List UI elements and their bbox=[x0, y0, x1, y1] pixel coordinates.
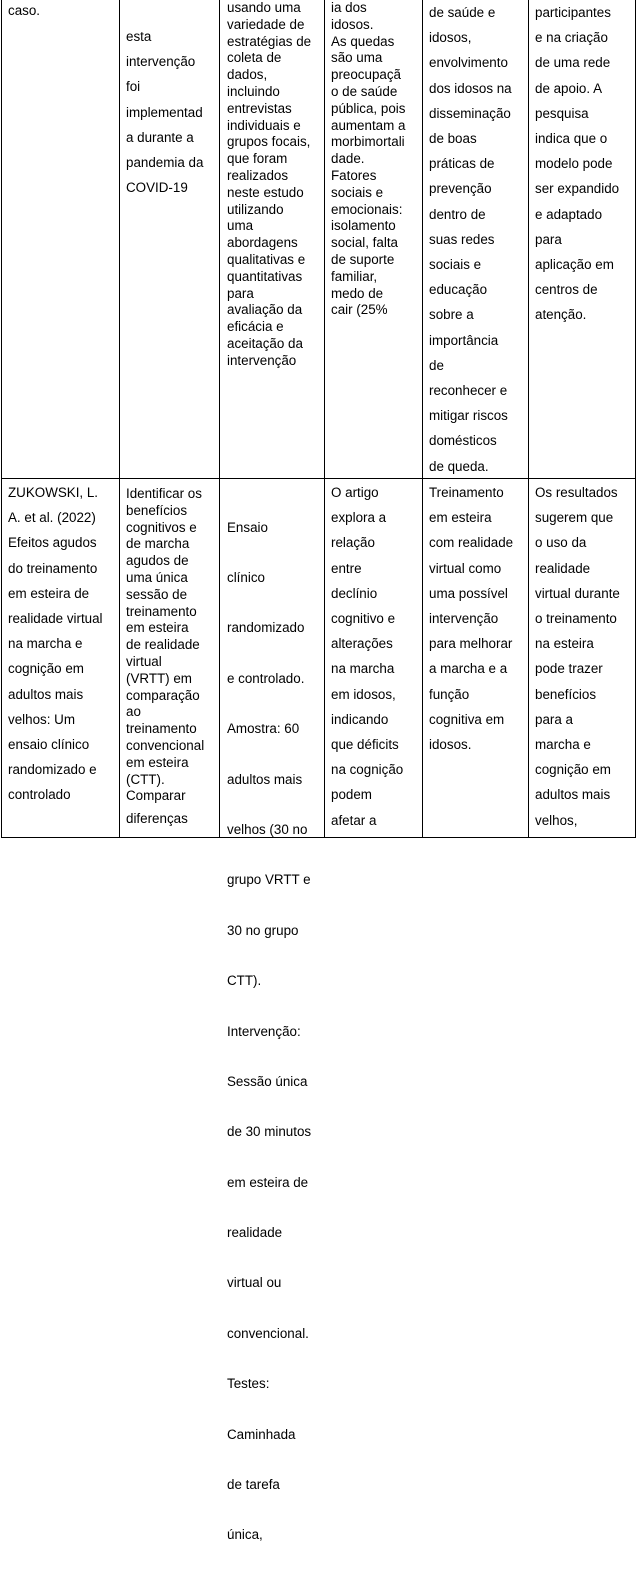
row1-col5-cell bbox=[429, 0, 521, 479]
row1-col3-line: incluindo bbox=[227, 83, 280, 99]
row1-col5-line: de saúde e bbox=[429, 5, 496, 20]
row2-col3-line: realidade bbox=[227, 1225, 283, 1241]
row2-col1-line: na marcha e bbox=[8, 636, 83, 652]
row2-col3-line: Intervenção: bbox=[227, 1023, 301, 1039]
row2-col6-line: velhos, bbox=[535, 812, 578, 828]
row1-col6-line: participantes bbox=[535, 5, 611, 20]
row2-col3-cell bbox=[227, 486, 323, 1578]
row1-col6-cell bbox=[535, 0, 630, 328]
row2-col2-line: benefícios bbox=[126, 502, 188, 518]
row1-col3-line: qualitativas e bbox=[227, 251, 306, 267]
row1-col3-line: abordagens bbox=[227, 235, 298, 251]
row1-col2-line: intervenção bbox=[126, 54, 196, 70]
row1-col3-line: realizados bbox=[227, 167, 289, 183]
column-divider bbox=[324, 0, 325, 838]
column-divider bbox=[119, 0, 120, 838]
row1-col2-line: pandemia da bbox=[126, 155, 204, 171]
row1-col5-line: dentro de bbox=[429, 206, 486, 222]
row2-col5-line: a marcha e a bbox=[429, 661, 508, 677]
row1-col4-line: dade. bbox=[331, 151, 365, 167]
row1-col2-line: foi bbox=[126, 79, 141, 95]
row2-col1-line: adultos mais bbox=[8, 686, 84, 702]
row2-col6-line: adultos mais bbox=[535, 787, 611, 803]
row2-col3-line: única, bbox=[227, 1527, 263, 1543]
row2-col5-line: uma possível bbox=[429, 585, 508, 601]
row2-col4-word: O artigo bbox=[331, 485, 379, 500]
row1-col4-line: preocupaçã bbox=[331, 67, 401, 83]
row2-col3-line: adultos mais bbox=[227, 771, 303, 787]
row2-col6-line: realidade bbox=[535, 560, 591, 576]
row1-col3-line: dados, bbox=[227, 67, 268, 83]
row1-col6-line: e na criação bbox=[535, 30, 608, 46]
row1-col6-line: aplicação em bbox=[535, 257, 614, 273]
row1-col5-line: suas redes bbox=[429, 231, 495, 247]
row2-col3-line: Caminhada bbox=[227, 1426, 296, 1442]
row2-col3-line: e controlado. bbox=[227, 670, 305, 686]
row1-col6-line: modelo pode bbox=[535, 156, 613, 172]
row2-col2-line: virtual bbox=[126, 653, 162, 669]
row1-col2-line: a durante a bbox=[126, 129, 194, 145]
row2-col4-line: alterações bbox=[331, 636, 393, 652]
row2-col2-cell bbox=[126, 486, 218, 828]
row1-col4-line: cair (25% bbox=[331, 302, 388, 318]
row2-col6-line: virtual durante bbox=[535, 585, 620, 601]
column-divider bbox=[422, 0, 423, 838]
row2-col4-line: na cognição bbox=[331, 762, 404, 778]
row1-col4-cell bbox=[331, 0, 421, 319]
row2-col5-line: função bbox=[429, 686, 470, 702]
row2-col2-line: de marcha bbox=[126, 536, 190, 552]
row2-col2-line: ao bbox=[126, 704, 141, 720]
row2-col5-line: cognitiva em bbox=[429, 711, 505, 727]
row1-col5-line: domésticos bbox=[429, 433, 497, 449]
column-divider bbox=[1, 0, 2, 838]
row1-col4-line: sociais e bbox=[331, 184, 384, 200]
row1-col5-line: de boas bbox=[429, 131, 477, 147]
row1-col4-line: medo de bbox=[331, 285, 384, 301]
row2-col4-line: declínio bbox=[331, 585, 378, 601]
row2-col4-line: cognitivo e bbox=[331, 611, 396, 627]
row1-col2-line: esta bbox=[126, 29, 152, 44]
row2-col1-line: realidade virtual bbox=[8, 611, 103, 627]
row2-col3-line: convencional. bbox=[227, 1325, 309, 1341]
row1-col5-line: práticas de bbox=[429, 156, 495, 172]
row1-col3-line: individuais e bbox=[227, 117, 301, 133]
row2-col4-line: explora a bbox=[331, 510, 387, 526]
row2-col2-line: agudos de bbox=[126, 553, 189, 569]
column-divider bbox=[635, 0, 636, 838]
row1-col1-line: caso. bbox=[8, 3, 41, 18]
row2-col4-line: na marcha bbox=[331, 661, 395, 677]
row1-col5-line: disseminação bbox=[429, 105, 511, 121]
row2-col5-line: virtual como bbox=[429, 560, 502, 576]
row1-col6-line: pesquisa bbox=[535, 105, 589, 121]
row2-col2-line: treinamento bbox=[126, 603, 197, 619]
row1-col5-line: de bbox=[429, 357, 444, 373]
row2-col6-line: o uso da bbox=[535, 535, 587, 551]
row1-col3-line: variedade de bbox=[227, 16, 305, 32]
row2-col4-line: em idosos, bbox=[331, 686, 396, 702]
row1-col3-line: aceitação da bbox=[227, 335, 303, 351]
row2-col2-line: em esteira bbox=[126, 620, 189, 636]
row1-col3-line: usando uma bbox=[227, 0, 301, 15]
row1-col4-line: de suporte bbox=[331, 251, 395, 267]
row2-col3-line: clínico bbox=[227, 569, 265, 585]
row1-col3-line: eficácia e bbox=[227, 319, 284, 335]
row2-col3-line: CTT). bbox=[227, 973, 262, 989]
row2-col5-line: para melhorar bbox=[429, 636, 513, 652]
row1-col4-line: são uma bbox=[331, 50, 383, 66]
row2-col5-cell bbox=[429, 480, 521, 757]
row1-col5-line: de queda. bbox=[429, 458, 489, 474]
row2-col2-line: sessão de bbox=[126, 586, 188, 602]
row1-col5-line: sociais e bbox=[429, 257, 482, 273]
row2-col6-line: Os resultados bbox=[535, 485, 618, 500]
row2-col4-line: relação bbox=[331, 535, 375, 551]
row2-col4-line: afetar a bbox=[331, 812, 377, 828]
row1-col2-cell bbox=[126, 24, 214, 200]
row1-col3-line: que foram bbox=[227, 151, 288, 167]
row2-col3-line: de tarefa bbox=[227, 1477, 280, 1493]
row2-col6-line: cognição em bbox=[535, 762, 611, 778]
row2-col3-line: Sessão única bbox=[227, 1073, 308, 1089]
row2-col6-line: marcha e bbox=[535, 737, 591, 753]
row1-col5-line: educação bbox=[429, 282, 488, 298]
row2-col2-line: de realidade bbox=[126, 637, 200, 653]
row2-col5-line: idosos. bbox=[429, 737, 472, 753]
row1-col4-line: idosos. bbox=[331, 16, 374, 32]
row1-col3-line: entrevistas bbox=[227, 100, 292, 116]
row-divider bbox=[1, 478, 635, 479]
row1-col3-line: quantitativas bbox=[227, 268, 303, 284]
row2-col2-line: Comparar bbox=[126, 788, 186, 804]
row2-col1-line: Efeitos agudos bbox=[8, 535, 97, 551]
row1-col5-line: sobre a bbox=[429, 307, 474, 323]
row2-col2-line: Identificar os bbox=[126, 486, 202, 501]
row2-col6-line: para a bbox=[535, 711, 573, 727]
row2-col3-line: em esteira de bbox=[227, 1174, 309, 1190]
row1-col3-line: estratégias de bbox=[227, 33, 312, 49]
row1-col2-line: COVID-19 bbox=[126, 180, 188, 196]
row2-col5-line: Treinamento bbox=[429, 485, 504, 500]
row2-col2-line: diferenças bbox=[126, 811, 188, 827]
row1-col6-line: de uma rede bbox=[535, 55, 611, 71]
row2-col4-line: podem bbox=[331, 787, 372, 803]
row2-col2-line: cognitivos e bbox=[126, 519, 197, 535]
row2-col3-line: randomizado bbox=[227, 620, 305, 636]
row2-col3-line: velhos (30 no bbox=[227, 821, 308, 837]
row1-col3-line: intervenção bbox=[227, 352, 297, 368]
row2-col6-line: na esteira bbox=[535, 636, 594, 652]
row1-col4-line: o de saúde bbox=[331, 83, 398, 99]
row1-col6-line: atenção. bbox=[535, 307, 587, 323]
row1-col6-line: e adaptado bbox=[535, 206, 603, 222]
row2-col6-line: benefícios bbox=[535, 686, 597, 702]
row2-col5-line: intervenção bbox=[429, 611, 499, 627]
row2-col3-line: 30 no grupo bbox=[227, 922, 299, 938]
row2-col2-line: uma única bbox=[126, 569, 188, 585]
row2-col1-line: controlado bbox=[8, 787, 71, 803]
row2-col1-line: em esteira de bbox=[8, 585, 90, 601]
row2-col2-line: convencional bbox=[126, 737, 205, 753]
row1-col5-line: idosos, bbox=[429, 30, 472, 46]
row2-col1-line: ensaio clínico bbox=[8, 737, 90, 753]
row1-col3-line: utilizando bbox=[227, 201, 284, 217]
row1-col3-line: coleta de bbox=[227, 50, 282, 66]
row2-col3-line: grupo VRTT e bbox=[227, 872, 311, 888]
row2-col5-line: em esteira bbox=[429, 510, 492, 526]
row2-col3-line: virtual ou bbox=[227, 1275, 282, 1291]
row2-col1-cell bbox=[8, 480, 113, 808]
row1-col3-cell bbox=[227, 0, 323, 370]
row2-col6-line: sugerem que bbox=[535, 510, 614, 526]
row1-col1-cell bbox=[8, 0, 113, 22]
row2-col1-line: ZUKOWSKI, L. bbox=[8, 485, 99, 500]
row2-col1-line: randomizado e bbox=[8, 762, 97, 778]
row2-col2-line: treinamento bbox=[126, 721, 197, 737]
row1-col4-line: Fatores bbox=[331, 167, 377, 183]
row1-col5-line: prevenção bbox=[429, 181, 492, 197]
row1-col2-line: implementad bbox=[126, 104, 203, 120]
row2-col1-line: velhos: Um bbox=[8, 711, 75, 727]
row2-col2-line: (VRTT) em bbox=[126, 670, 192, 686]
row1-col3-line: neste estudo bbox=[227, 184, 304, 200]
row2-col4-line: entre bbox=[331, 560, 362, 576]
row2-col6-line: pode trazer bbox=[535, 661, 603, 677]
row2-col2-line: em esteira bbox=[126, 754, 189, 770]
column-divider bbox=[219, 0, 220, 838]
row1-col4-line: ia dos bbox=[331, 0, 367, 15]
row1-col5-line: importância bbox=[429, 332, 499, 348]
row2-col3-line: de 30 minutos bbox=[227, 1124, 312, 1140]
row2-col6-line: o treinamento bbox=[535, 611, 617, 627]
row2-col6-cell bbox=[535, 480, 630, 833]
row2-col3-line: Testes: bbox=[227, 1376, 270, 1392]
row2-col2-line: comparação bbox=[126, 687, 200, 703]
row2-col1-line: do treinamento bbox=[8, 560, 98, 576]
row2-col3-line: Ensaio bbox=[227, 519, 268, 535]
row2-col5-line: com realidade bbox=[429, 535, 514, 551]
row2-col4-line: indicando bbox=[331, 711, 389, 727]
row1-col4-line: aumentam a bbox=[331, 117, 406, 133]
row1-col6-line: ser expandido bbox=[535, 181, 620, 197]
column-divider bbox=[528, 0, 529, 838]
row1-col4-line: social, falta bbox=[331, 235, 398, 251]
row2-col3-line: Amostra: 60 bbox=[227, 721, 300, 737]
row1-col4-line: As quedas bbox=[331, 33, 395, 49]
row1-col3-line: para bbox=[227, 285, 254, 301]
row1-col6-line: centros de bbox=[535, 282, 598, 298]
row1-col3-line: avaliação da bbox=[227, 302, 303, 318]
row1-col6-line: de apoio. A bbox=[535, 80, 603, 96]
row1-col4-line: pública, pois bbox=[331, 100, 406, 116]
row2-col4-line: que déficits bbox=[331, 737, 399, 753]
row1-col4-line: emocionais: bbox=[331, 201, 403, 217]
row1-col6-line: para bbox=[535, 231, 562, 247]
row1-col4-line: isolamento bbox=[331, 218, 396, 234]
row1-col4-line: familiar, bbox=[331, 268, 378, 284]
row1-col5-line: reconhecer e bbox=[429, 383, 508, 399]
row2-col1-line: A. et al. (2022) bbox=[8, 510, 96, 526]
row2-col4-line bbox=[331, 480, 416, 505]
row1-col4-line: morbimortali bbox=[331, 134, 405, 150]
row1-col5-line: dos idosos na bbox=[429, 80, 512, 96]
row1-col5-line: mitigar riscos bbox=[429, 408, 508, 424]
row1-col6-line: indica que o bbox=[535, 131, 608, 147]
row2-col1-line: cognição em bbox=[8, 661, 84, 677]
row1-col3-line: uma bbox=[227, 218, 254, 234]
row1-col3-line: grupos focais, bbox=[227, 134, 311, 150]
row2-col4-cell bbox=[331, 480, 416, 833]
row1-col5-line: envolvimento bbox=[429, 55, 508, 71]
row2-col2-line: (CTT). bbox=[126, 771, 165, 787]
